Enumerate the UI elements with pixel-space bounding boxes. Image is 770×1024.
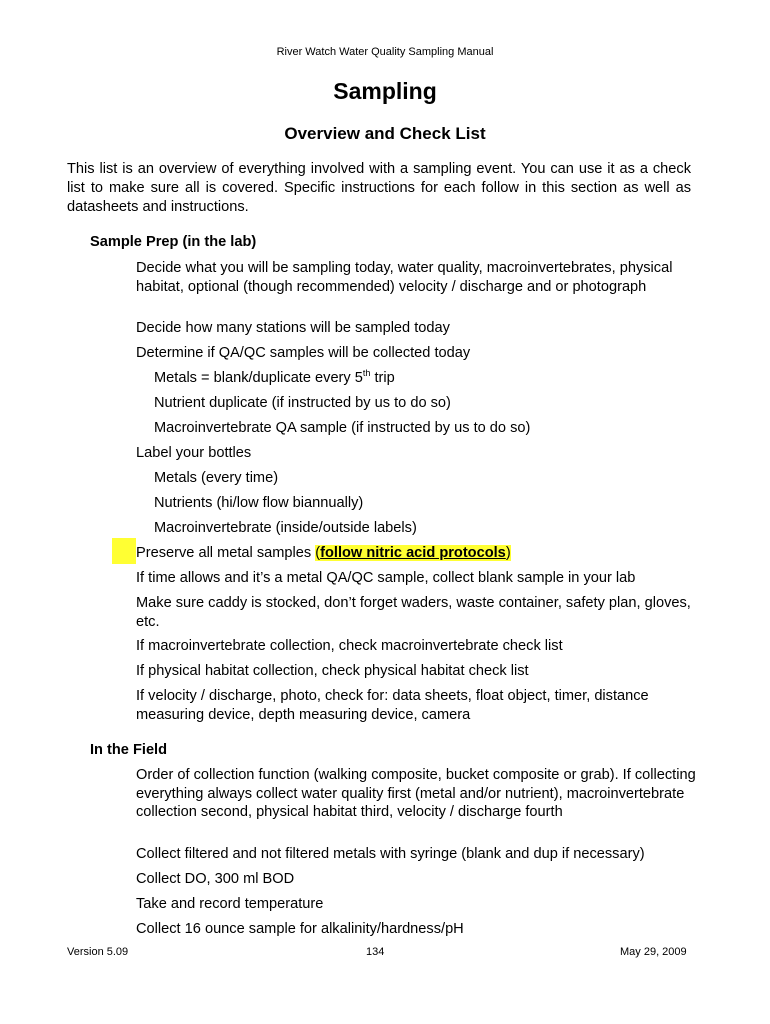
page-title: Sampling <box>333 78 437 104</box>
list-item: If physical habitat collection, check physical habitat check list <box>136 663 529 679</box>
section-heading-sample-prep: Sample Prep (in the lab) <box>90 234 257 250</box>
list-item: Label your bottles <box>136 445 252 461</box>
list-item: If time allows and it’s a metal QA/QC sample, collect blank sample in your lab <box>136 570 636 586</box>
paren: ( <box>315 545 321 561</box>
list-item: Collect DO, 300 ml BOD <box>136 871 295 887</box>
subitem-text: trip <box>370 370 395 386</box>
superscript: th <box>362 368 371 379</box>
running-header: River Watch Water Quality Sampling Manual <box>276 46 494 58</box>
list-item: Order of collection function (walking composite, bucket composite or grab). If collecting everything always collect water quality first (metal and/or nutrient), macroinvertebrate collection second, physical habitat third, velocity / discharge fourth <box>136 767 696 820</box>
paren: ) <box>505 545 511 561</box>
section-heading-in-the-field: In the Field <box>90 742 168 758</box>
list-item: Collect filtered and not filtered metals with syringe (blank and dup if necessary) <box>136 846 645 862</box>
list-subitem: Nutrient duplicate (if instructed by us to do so) <box>154 395 451 411</box>
highlight-marker <box>112 538 136 564</box>
list-subitem <box>154 369 694 388</box>
list-subitem: Macroinvertebrate (inside/outside labels) <box>154 520 417 536</box>
page-subtitle: Overview and Check List <box>284 124 486 143</box>
list-item: Take and record temperature <box>136 896 324 912</box>
list-item: Determine if QA/QC samples will be collected today <box>136 345 471 361</box>
list-subitem: Macroinvertebrate QA sample (if instructed by us to do so) <box>154 420 531 436</box>
footer-date: May 29, 2009 <box>620 946 687 958</box>
intro-paragraph: This list is an overview of everything involved with a sampling event. You can use it as a check list to make sure all is covered. Specific instructions for each follow in this section as well as datasheets and instructions. <box>67 161 691 215</box>
footer-version: Version 5.09 <box>67 946 129 958</box>
item-text: Preserve all metal samples <box>136 545 316 561</box>
nitric-acid-protocols-link[interactable]: follow nitric acid protocols <box>320 545 506 561</box>
list-item: Make sure caddy is stocked, don’t forget waders, waste container, safety plan, gloves, etc. <box>136 595 691 630</box>
list-subitem: Metals (every time) <box>154 470 279 486</box>
list-item: Decide how many stations will be sampled today <box>136 320 450 336</box>
list-item: Decide what you will be sampling today, water quality, macroinvertebrates, physical habitat, optional (though recommended) velocity / discharge and or photograph <box>136 260 673 295</box>
list-item: If velocity / discharge, photo, check for: data sheets, float object, timer, distance measuring device, depth measuring device, camera <box>136 688 649 723</box>
list-item: Collect 16 ounce sample for alkalinity/hardness/pH <box>136 921 464 937</box>
list-subitem: Nutrients (hi/low flow biannually) <box>154 495 364 511</box>
subitem-text: Metals = blank/duplicate every 5 <box>154 370 363 386</box>
footer-page-number: 134 <box>366 946 385 958</box>
list-item: If macroinvertebrate collection, check macroinvertebrate check list <box>136 638 563 654</box>
list-item <box>136 544 696 563</box>
highlighted-link-group <box>315 545 510 561</box>
